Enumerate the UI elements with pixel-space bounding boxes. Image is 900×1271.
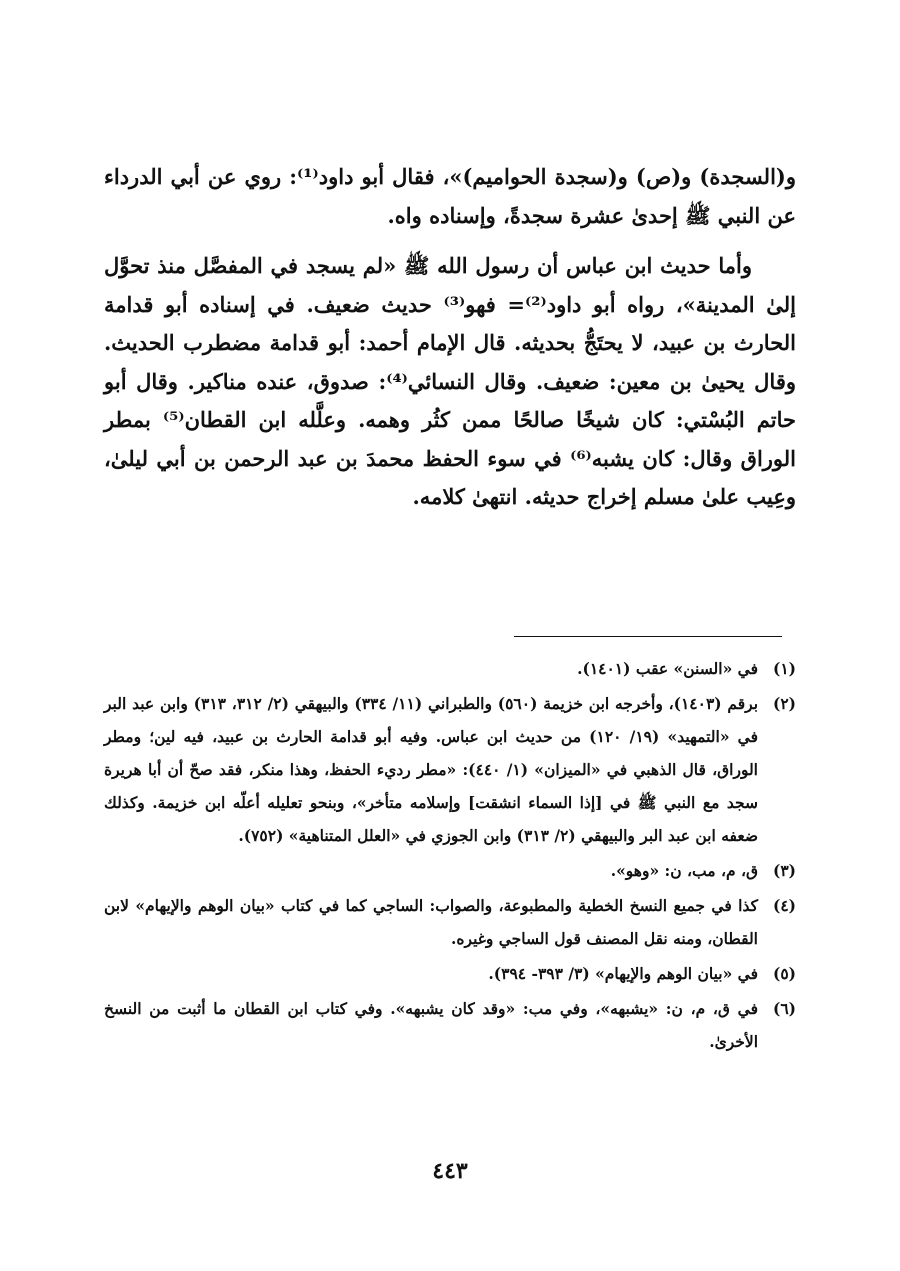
- footnote: [104, 992, 796, 1058]
- footnote-text: في «السنن» عقب (١٤٠١).: [577, 659, 758, 678]
- footnote-number: (٣): [772, 861, 796, 880]
- footnote: [104, 652, 796, 685]
- footnote-text: كذا في جميع النسخ الخطية والمطبوعة، والصواب: الساجي كما في كتاب «بيان الوهم والإيهام» لابن القطان، ومنه نقل المصنف قول الساجي وغيره.: [104, 896, 758, 948]
- footnote-divider: [514, 636, 782, 637]
- footnote-text: في ق، م، ن: «يشبهه»، وفي مب: «وقد كان يشبهه». وفي كتاب ابن القطان ما أثبت من النسخ الأخرىٰ.: [104, 999, 758, 1051]
- paragraph-ibn-abbas-hadith: وأما حديث ابن عباس أن رسول الله ﷺ «لم يسجد في المفصَّل منذ تحوَّل إلىٰ المدينة»، رواه أبو داود⁽²⁾= فهو⁽³⁾ حديث ضعيف. في إسناده أبو قدامة الحارث بن عبيد، لا يحتَجُّ بحديثه. قال الإمام أحمد: أبو قدامة مضطرب الحديث. وقال يحيىٰ بن معين: ضعيف. وقال النسائي⁽⁴⁾: صدوق، عنده مناكير. وقال أبو حاتم البُسْتي: كان شيخًا صالحًا ممن كثُر وهمه. وعلَّله ابن القطان⁽⁵⁾ بمطر الوراق وقال: كان يشبه⁽⁶⁾ في سوء الحفظ محمدَ بن عبد الرحمن بن أبي ليلىٰ، وعِيب علىٰ مسلم إخراج حديثه. انتهىٰ كلامه.: [104, 253, 797, 509]
- footnotes: [104, 652, 796, 1060]
- footnote-number: (٤): [772, 896, 796, 915]
- footnote: [104, 957, 796, 990]
- footnote-text: في «بيان الوهم والإيهام» (٣/ ٣٩٣- ٣٩٤).: [488, 964, 758, 983]
- main-text: [104, 158, 796, 529]
- footnote: [104, 889, 796, 955]
- page-number: ٤٤٣: [432, 1158, 468, 1184]
- footnote-number: (٢): [772, 694, 796, 713]
- footnote: [104, 687, 796, 852]
- footnote-number: (٥): [772, 964, 796, 983]
- footnote-text: برقم (١٤٠٣)، وأخرجه ابن خزيمة (٥٦٠) والطبراني (١١/ ٣٣٤) والبيهقي (٢/ ٣١٢، ٣١٣) وابن عبد البر في «التمهيد» (١٩/ ١٢٠) من حديث ابن عباس. وفيه أبو قدامة الحارث بن عبيد، فيه لين؛ ومطر الوراق، قال الذهبي في «الميزان» (١/ ٤٤٠): «مطر رديء الحفظ، وهذا منكر، فقد صحّ أن أبا هريرة سجد مع النبي ﷺ في [إذا السماء انشقت] وإسلامه متأخر»، وبنحو تعليله أعلّه ابن خزيمة. وكذلك ضعفه ابن عبد البر والبيهقي (٢/ ٣١٣) وابن الجوزي في «العلل المتناهية» (٧٥٢).: [104, 694, 759, 845]
- paragraph-continued: و(السجدة) و(ص) و(سجدة الحواميم)»، فقال أبو داود⁽¹⁾: روي عن أبي الدرداء عن النبي ﷺ إحدىٰ عشرة سجدةً، وإسناده واه.: [104, 164, 796, 228]
- footnote: [104, 854, 796, 887]
- footnote-number: (١): [772, 659, 796, 678]
- footnote-number: (٦): [772, 999, 796, 1018]
- footnote-text: ق، م، مب، ن: «وهو».: [610, 861, 758, 880]
